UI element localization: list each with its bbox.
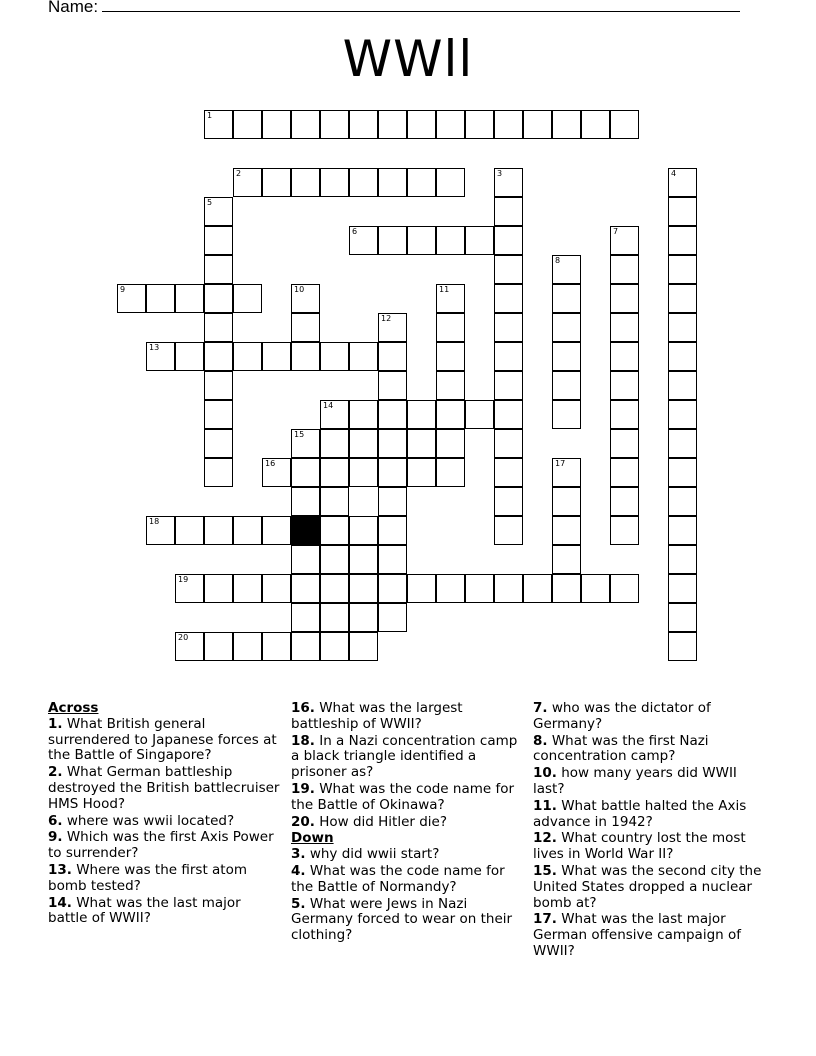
grid-cell[interactable] — [465, 400, 494, 429]
down-clue — [533, 766, 765, 798]
grid-cell[interactable] — [262, 458, 291, 487]
clue-text: What was the second city the United States dropped a nuclear bomb at? — [533, 862, 762, 911]
across-clue — [48, 765, 280, 812]
grid-cell[interactable] — [262, 342, 291, 371]
grid-cell[interactable] — [204, 632, 233, 661]
grid-cell[interactable] — [175, 516, 204, 545]
grid-cell[interactable] — [610, 400, 639, 429]
clue-text: What British general surrendered to Japanese forces at the Battle of Singapore? — [48, 715, 277, 764]
grid-cell[interactable] — [552, 487, 581, 516]
grid-cell[interactable] — [175, 342, 204, 371]
grid-cell[interactable] — [378, 371, 407, 400]
grid-cell[interactable] — [552, 284, 581, 313]
down-clue — [291, 897, 523, 944]
clue-text: What was the last major battle of WWII? — [48, 894, 241, 927]
grid-cell[interactable] — [494, 400, 523, 429]
grid-cell[interactable] — [146, 284, 175, 313]
clue-number: 5 — [207, 198, 213, 207]
down-clue — [533, 864, 765, 911]
clue-number: 2 — [236, 169, 242, 178]
clue-number-label: 19. — [291, 780, 315, 797]
across-clue — [48, 830, 280, 862]
clue-number: 8 — [555, 256, 561, 265]
clue-number-label: 15. — [533, 862, 557, 879]
grid-cell[interactable] — [610, 313, 639, 342]
grid-cell[interactable] — [378, 603, 407, 632]
clue-number: 15 — [294, 430, 305, 439]
grid-cell[interactable] — [378, 574, 407, 603]
grid-cell[interactable] — [262, 574, 291, 603]
grid-cell[interactable] — [436, 313, 465, 342]
clue-text: What were Jews in Nazi Germany forced to wear on their clothing? — [291, 895, 513, 944]
grid-cell[interactable] — [233, 516, 262, 545]
grid-cell[interactable] — [349, 458, 378, 487]
clue-number: 6 — [352, 227, 358, 236]
grid-cell[interactable] — [204, 400, 233, 429]
clue-number: 20 — [178, 633, 189, 642]
grid-cell[interactable] — [291, 603, 320, 632]
grid-cell[interactable] — [552, 574, 581, 603]
clue-number-label: 12. — [533, 830, 557, 847]
across-heading: Across — [48, 700, 99, 716]
grid-cell[interactable] — [146, 516, 175, 545]
grid-cell[interactable] — [494, 226, 523, 255]
grid-cell[interactable] — [378, 342, 407, 371]
grid-cell[interactable] — [552, 545, 581, 574]
grid-cell[interactable] — [407, 226, 436, 255]
grid-cell[interactable] — [349, 226, 378, 255]
grid-cell[interactable] — [436, 342, 465, 371]
clue-number-label: 7. — [533, 700, 548, 716]
down-clue — [533, 701, 765, 733]
clue-number: 11 — [439, 285, 450, 294]
grid-cell[interactable] — [436, 284, 465, 313]
grid-cell[interactable] — [175, 574, 204, 603]
clue-number: 19 — [178, 575, 189, 584]
grid-cell[interactable] — [668, 197, 697, 226]
down-clue — [291, 864, 523, 896]
grid-cell[interactable] — [233, 342, 262, 371]
grid-cell[interactable] — [204, 255, 233, 284]
grid-cell[interactable] — [320, 400, 349, 429]
grid-cell[interactable] — [668, 574, 697, 603]
grid-cell[interactable] — [668, 487, 697, 516]
grid-cell[interactable] — [494, 168, 523, 197]
grid-cell[interactable] — [494, 284, 523, 313]
grid-cell[interactable] — [668, 255, 697, 284]
grid-cell[interactable] — [320, 458, 349, 487]
clue-text: What was the last major German offensive campaign of WWII? — [533, 911, 742, 959]
grid-cell[interactable] — [291, 168, 320, 197]
grid-cell[interactable] — [668, 632, 697, 661]
clue-text: In a Nazi concentration camp a black triangle identified a prisoner as? — [291, 732, 518, 781]
grid-cell[interactable] — [465, 226, 494, 255]
grid-cell[interactable] — [320, 429, 349, 458]
grid-cell[interactable] — [349, 632, 378, 661]
across-clue — [48, 896, 280, 928]
clue-text: What German battleship destroyed the British battlecruiser HMS Hood? — [48, 764, 280, 812]
grid-cell[interactable] — [610, 429, 639, 458]
grid-cell[interactable] — [233, 574, 262, 603]
grid-cell[interactable] — [668, 226, 697, 255]
down-clue — [291, 847, 523, 863]
grid-cell[interactable] — [320, 487, 349, 516]
clue-number: 4 — [671, 169, 677, 178]
clue-text: What was the first Nazi concentration camp? — [533, 732, 709, 765]
grid-cell[interactable] — [610, 487, 639, 516]
grid-cell[interactable] — [552, 110, 581, 139]
clue-number-label: 14. — [48, 894, 72, 911]
grid-cell[interactable] — [378, 400, 407, 429]
across-clue — [291, 701, 523, 733]
grid-cell[interactable] — [204, 313, 233, 342]
grid-cell[interactable] — [291, 574, 320, 603]
grid-cell[interactable] — [233, 110, 262, 139]
grid-cell[interactable] — [233, 168, 262, 197]
grid-cell[interactable] — [552, 255, 581, 284]
grid-cell[interactable] — [436, 429, 465, 458]
grid-cell[interactable] — [494, 313, 523, 342]
grid-cell[interactable] — [610, 284, 639, 313]
across-clue — [291, 734, 523, 781]
grid-cell[interactable] — [523, 574, 552, 603]
clue-text: How did Hitler die? — [314, 813, 448, 830]
grid-cell[interactable] — [204, 429, 233, 458]
grid-cell[interactable] — [204, 371, 233, 400]
grid-cell[interactable] — [494, 110, 523, 139]
grid-cell[interactable] — [494, 342, 523, 371]
grid-cell[interactable] — [610, 342, 639, 371]
down-clue — [533, 734, 765, 766]
clue-text: What country lost the most lives in World War II? — [533, 830, 746, 863]
grid-cell[interactable] — [668, 458, 697, 487]
grid-cell[interactable] — [436, 400, 465, 429]
clue-text: What was the largest battleship of WWII? — [291, 700, 463, 732]
grid-cell[interactable] — [291, 284, 320, 313]
grid-cell[interactable] — [291, 342, 320, 371]
grid-cell[interactable] — [668, 545, 697, 574]
clue-text: What was the code name for the Battle of Normandy? — [291, 862, 505, 895]
grid-cell[interactable] — [668, 284, 697, 313]
grid-cell[interactable] — [436, 168, 465, 197]
grid-cell[interactable] — [262, 632, 291, 661]
clue-text: who was the dictator of Germany? — [533, 700, 711, 732]
grid-cell[interactable] — [494, 574, 523, 603]
clue-number: 3 — [497, 169, 503, 178]
clue-number-label: 16. — [291, 700, 315, 716]
grid-cell[interactable] — [378, 313, 407, 342]
across-clue — [48, 814, 280, 830]
grid-cell[interactable] — [349, 342, 378, 371]
grid-cell[interactable] — [465, 574, 494, 603]
grid-cell[interactable] — [494, 255, 523, 284]
clues-column-3 — [533, 701, 765, 961]
clue-text: Where was the first atom bomb tested? — [48, 861, 248, 894]
across-clue-list — [48, 717, 280, 927]
grid-cell[interactable] — [610, 458, 639, 487]
grid-cell[interactable] — [291, 110, 320, 139]
grid-cell[interactable] — [204, 284, 233, 313]
down-clue-list-continued — [533, 701, 765, 960]
across-clue — [48, 863, 280, 895]
grid-cell[interactable] — [204, 458, 233, 487]
grid-cell[interactable] — [291, 632, 320, 661]
grid-cell[interactable] — [117, 284, 146, 313]
grid-cell[interactable] — [320, 168, 349, 197]
grid-cell[interactable] — [668, 313, 697, 342]
grid-cell[interactable] — [146, 342, 175, 371]
clue-text: why did wwii start? — [305, 846, 440, 863]
grid-cell[interactable] — [610, 255, 639, 284]
grid-cell[interactable] — [378, 110, 407, 139]
clue-text: What was the code name for the Battle of Okinawa? — [291, 780, 515, 813]
grid-cell[interactable] — [407, 429, 436, 458]
grid-cell[interactable] — [320, 574, 349, 603]
clues-column-1 — [48, 701, 280, 928]
grid-cell[interactable] — [349, 516, 378, 545]
name-label: Name: — [48, 0, 99, 16]
clue-number-label: 3. — [291, 846, 306, 863]
clue-number: 17 — [555, 459, 566, 468]
grid-cell[interactable] — [494, 429, 523, 458]
grid-cell[interactable] — [349, 574, 378, 603]
grid-cell[interactable] — [610, 516, 639, 545]
grid-cell[interactable] — [291, 313, 320, 342]
grid-cell[interactable] — [378, 545, 407, 574]
grid-cell[interactable] — [407, 458, 436, 487]
grid-cell[interactable] — [407, 574, 436, 603]
grid-cell[interactable] — [494, 487, 523, 516]
grid-cell[interactable] — [378, 458, 407, 487]
grid-cell[interactable] — [378, 429, 407, 458]
grid-cell[interactable] — [320, 545, 349, 574]
grid-cell[interactable] — [320, 516, 349, 545]
clue-text: where was wwii located? — [62, 812, 235, 829]
clue-number-label: 17. — [533, 911, 557, 928]
clue-number: 14 — [323, 401, 334, 410]
grid-cell[interactable] — [668, 342, 697, 371]
puzzle-title: WWll — [342, 30, 474, 88]
clue-number-label: 1. — [48, 715, 63, 732]
grid-cell[interactable] — [262, 168, 291, 197]
clue-number: 10 — [294, 285, 305, 294]
grid-cell[interactable] — [204, 197, 233, 226]
grid-cell[interactable] — [320, 110, 349, 139]
grid-cell[interactable] — [262, 110, 291, 139]
clues-column-2 — [291, 701, 523, 945]
across-clue-list-continued — [291, 701, 523, 830]
grid-cell[interactable] — [610, 574, 639, 603]
grid-cell[interactable] — [204, 342, 233, 371]
grid-cell[interactable] — [175, 632, 204, 661]
grid-cell[interactable] — [349, 168, 378, 197]
clue-number-label: 20. — [291, 813, 315, 830]
grid-cell[interactable] — [668, 429, 697, 458]
grid-cell[interactable] — [668, 603, 697, 632]
grid-cell[interactable] — [610, 371, 639, 400]
grid-cell[interactable] — [552, 342, 581, 371]
grid-cell[interactable] — [436, 574, 465, 603]
clue-number: 13 — [149, 343, 160, 352]
across-clue — [291, 815, 523, 831]
grid-cell[interactable] — [552, 516, 581, 545]
grid-cell[interactable] — [204, 574, 233, 603]
grid-cell[interactable] — [494, 371, 523, 400]
clue-number-label: 5. — [291, 895, 306, 912]
grid-cell[interactable] — [233, 632, 262, 661]
grid-cell[interactable] — [581, 110, 610, 139]
grid-cell[interactable] — [407, 400, 436, 429]
down-clue — [533, 831, 765, 863]
grid-cell[interactable] — [175, 284, 204, 313]
clue-text: how many years did WWII last? — [533, 765, 737, 797]
clue-number-label: 4. — [291, 862, 306, 879]
clue-number-label: 18. — [291, 732, 315, 749]
grid-cell[interactable] — [378, 487, 407, 516]
grid-cell[interactable] — [204, 516, 233, 545]
grid-cell[interactable] — [552, 400, 581, 429]
down-heading: Down — [291, 830, 334, 847]
grid-cell[interactable] — [378, 516, 407, 545]
grid-cell[interactable] — [610, 226, 639, 255]
clue-number: 9 — [120, 285, 126, 294]
grid-cell[interactable] — [349, 545, 378, 574]
grid-cell[interactable] — [668, 168, 697, 197]
across-clue — [291, 782, 523, 814]
grid-cell[interactable] — [378, 168, 407, 197]
grid-cell[interactable] — [668, 516, 697, 545]
clue-number-label: 8. — [533, 732, 548, 749]
grid-cell[interactable] — [465, 110, 494, 139]
grid-cell[interactable] — [494, 516, 523, 545]
clue-number: 16 — [265, 459, 276, 468]
grid-cell[interactable] — [668, 400, 697, 429]
across-clue — [48, 717, 280, 764]
grid-cell[interactable] — [494, 197, 523, 226]
clue-number: 7 — [613, 227, 619, 236]
grid-cell[interactable] — [436, 371, 465, 400]
grid-cell[interactable] — [581, 574, 610, 603]
grid-cell[interactable] — [436, 458, 465, 487]
clue-text: Which was the first Axis Power to surrender? — [48, 829, 274, 862]
grid-cell[interactable] — [291, 458, 320, 487]
grid-cell[interactable] — [204, 110, 233, 139]
grid-cell[interactable] — [291, 487, 320, 516]
grid-cell[interactable] — [436, 226, 465, 255]
grid-cell[interactable] — [552, 313, 581, 342]
grid-cell[interactable] — [552, 458, 581, 487]
grid-cell[interactable] — [349, 110, 378, 139]
grid-cell[interactable] — [204, 226, 233, 255]
down-clue-list — [291, 847, 523, 944]
grid-cell[interactable] — [291, 429, 320, 458]
grid-cell[interactable] — [320, 603, 349, 632]
grid-cell[interactable] — [494, 458, 523, 487]
grid-cell[interactable] — [320, 632, 349, 661]
grid-cell[interactable] — [349, 603, 378, 632]
clue-number: 12 — [381, 314, 392, 323]
clue-number-label: 6. — [48, 812, 63, 829]
grid-cell[interactable] — [378, 226, 407, 255]
grid-cell[interactable] — [233, 284, 262, 313]
grid-cell[interactable] — [436, 110, 465, 139]
down-clue — [533, 912, 765, 959]
grid-cell[interactable] — [610, 110, 639, 139]
clue-number-label: 9. — [48, 829, 63, 846]
clue-text: What battle halted the Axis advance in 1942? — [533, 797, 747, 830]
black-cell — [291, 516, 320, 545]
grid-cell[interactable] — [552, 371, 581, 400]
clue-number-label: 11. — [533, 797, 557, 814]
grid-cell[interactable] — [407, 110, 436, 139]
grid-cell[interactable] — [668, 371, 697, 400]
clue-number: 1 — [207, 111, 213, 120]
grid-cell[interactable] — [349, 429, 378, 458]
grid-cell[interactable] — [407, 168, 436, 197]
grid-cell[interactable] — [291, 545, 320, 574]
grid-cell[interactable] — [262, 516, 291, 545]
grid-cell[interactable] — [523, 110, 552, 139]
clue-number: 18 — [149, 517, 160, 526]
clue-number-label: 10. — [533, 765, 557, 782]
down-clue — [533, 799, 765, 831]
grid-cell[interactable] — [349, 400, 378, 429]
clue-number-label: 2. — [48, 764, 63, 781]
clue-number-label: 13. — [48, 861, 72, 878]
grid-cell[interactable] — [320, 342, 349, 371]
